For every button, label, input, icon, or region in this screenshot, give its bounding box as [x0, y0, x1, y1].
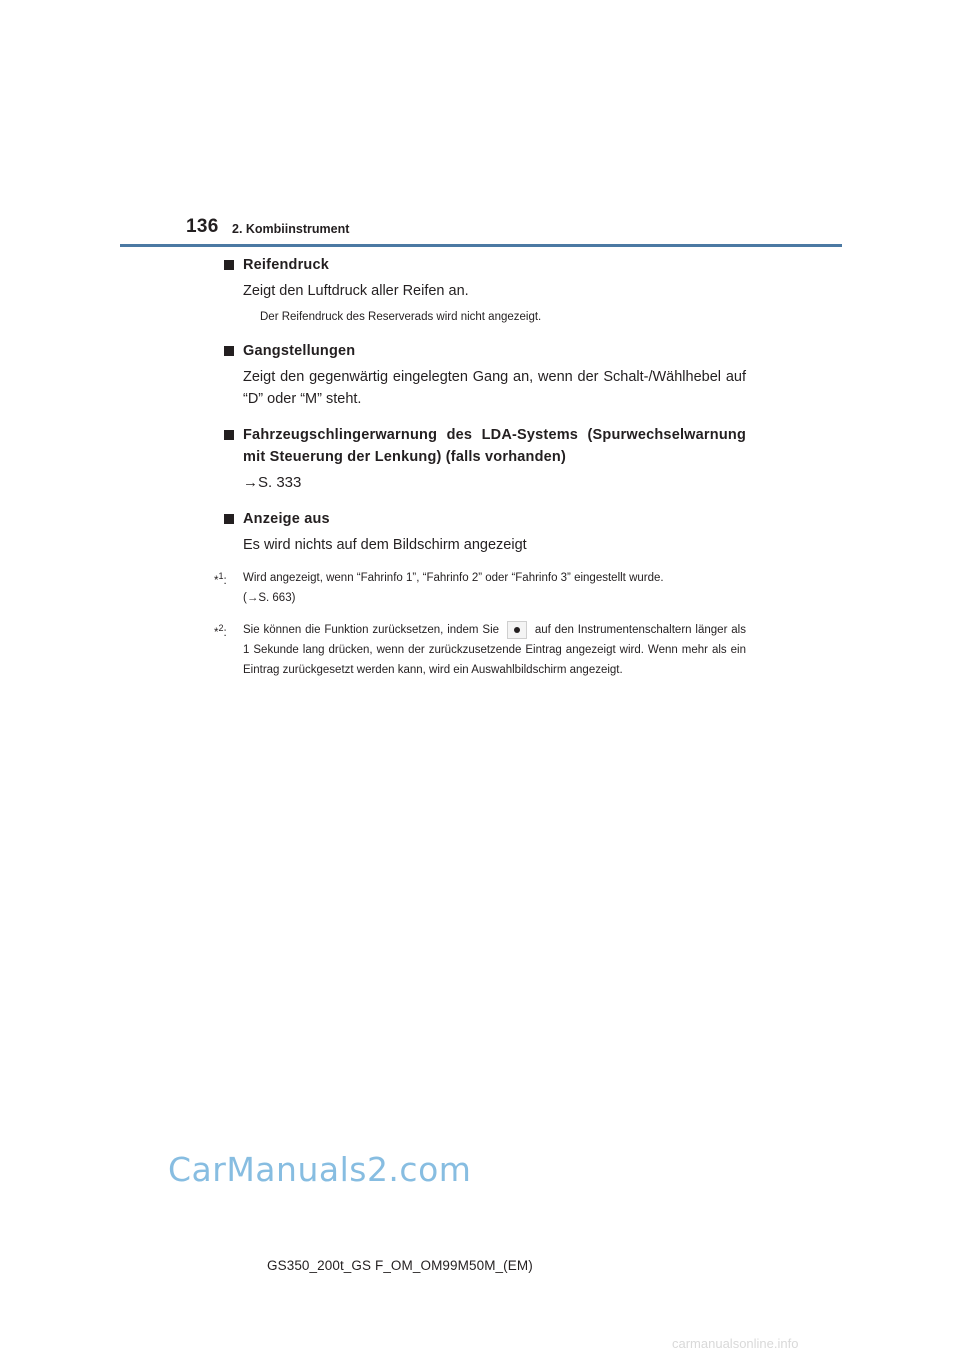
item-heading-text: Anzeige aus: [243, 511, 330, 527]
square-bullet-icon: [224, 514, 234, 524]
main-content: [214, 254, 746, 680]
page-reference-text: S. 333: [258, 474, 302, 491]
item-body: Es wird nichts auf dem Bildschirm angezeigt: [243, 537, 527, 553]
header-rule: [120, 244, 842, 247]
footnote-text: Sie können die Funktion zurücksetzen, indem Sie auf den Instrumentenschaltern länger als 1 Sekunde lang drücken, wenn der zurückzusetzende Eintrag angezeigt wird. Wenn mehr als ein Eintrag zurückgesetzt werden kann, wird ein Auswahlbildschirm angezeigt.: [243, 620, 746, 680]
watermark-logo: CarManuals2.com: [168, 1150, 472, 1189]
instrument-switch-button-icon: [507, 621, 527, 639]
square-bullet-icon: [224, 430, 234, 440]
item-heading: [224, 508, 746, 530]
item-heading: [224, 424, 746, 468]
item-heading: [224, 254, 746, 276]
footnote-2: [214, 620, 746, 680]
arrow-right-icon: →: [243, 474, 258, 491]
item-body: Zeigt den gegenwärtig eingelegten Gang an, wenn der Schalt-/Wählhebel auf “D” oder “M” steht.: [243, 369, 746, 407]
square-bullet-icon: [224, 260, 234, 270]
section-title: 2. Kombiinstrument: [232, 222, 350, 236]
footnote-1: [214, 568, 746, 608]
item-heading: [224, 340, 746, 362]
item-gangstellungen: [224, 340, 746, 410]
item-note: Der Reifendruck des Reserverads wird nicht angezeigt.: [260, 311, 542, 323]
item-fahrzeugschlingerwarnung: [224, 424, 746, 494]
page-reference[interactable]: (→S. 663): [243, 592, 296, 604]
page-number: 136: [186, 216, 219, 237]
footnote-text: Wird angezeigt, wenn “Fahrinfo 1”, “Fahrinfo 2” oder “Fahrinfo 3” eingestellt wurde. (→S. 663): [243, 572, 664, 604]
item-heading-text: Reifendruck: [243, 257, 329, 273]
square-bullet-icon: [224, 346, 234, 356]
item-heading-text: Fahrzeugschlingerwarnung des LDA-Systems (Spurwechselwarnung mit Steuerung der Lenkung) (falls vorhanden): [243, 427, 746, 465]
item-anzeige-aus: [224, 508, 746, 556]
footnote-marker: *$^1$:: [214, 571, 227, 587]
arrow-right-icon: →: [246, 592, 259, 604]
item-heading-text: Gangstellungen: [243, 343, 356, 359]
item-body: Zeigt den Luftdruck aller Reifen an.: [243, 283, 469, 299]
item-reifendruck: [224, 254, 746, 326]
page-reference[interactable]: [243, 472, 746, 494]
footnote-marker: *$^2$:: [214, 623, 227, 639]
document-code: GS350_200t_GS F_OM_OM99M50M_(EM): [267, 1258, 533, 1273]
bottom-watermark: carmanualsonline.info: [672, 1336, 799, 1351]
